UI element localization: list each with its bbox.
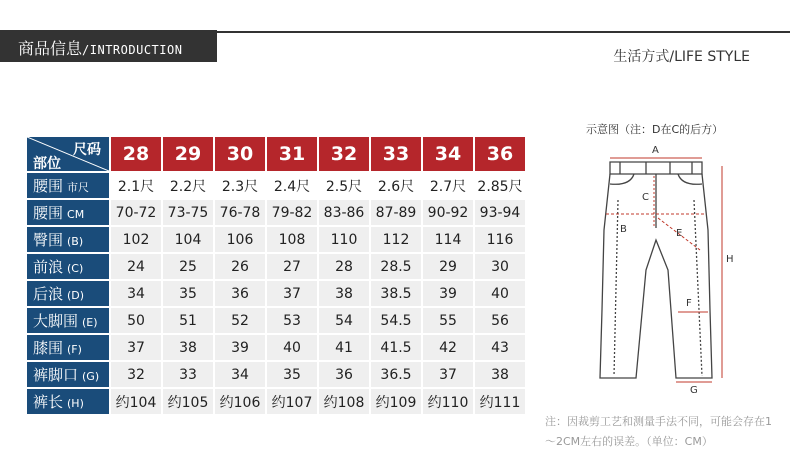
table-cell: 2.1尺 xyxy=(111,173,161,198)
table-cell: 110 xyxy=(319,227,369,252)
row-label-unit: (D) xyxy=(67,289,85,302)
table-cell: 2.7尺 xyxy=(423,173,473,198)
table-cell: 26 xyxy=(215,254,265,279)
table-cell: 55 xyxy=(423,308,473,333)
table-cell: 40 xyxy=(475,281,525,306)
table-cell: 41.5 xyxy=(371,335,421,360)
row-label xyxy=(27,227,109,252)
measure-lines xyxy=(606,158,722,382)
table-cell: 54 xyxy=(319,308,369,333)
row-label-unit: (G) xyxy=(82,370,100,383)
row-label xyxy=(27,389,109,414)
table-cell: 约111 xyxy=(475,389,525,414)
table-cell: 约106 xyxy=(215,389,265,414)
table-cell: 25 xyxy=(163,254,213,279)
pants-diagram xyxy=(590,140,740,395)
size-col-header: 32 xyxy=(319,137,369,171)
table-row xyxy=(27,362,525,387)
size-col-header: 28 xyxy=(111,137,161,171)
size-header-row xyxy=(27,137,525,171)
table-cell: 约104 xyxy=(111,389,161,414)
table-cell: 54.5 xyxy=(371,308,421,333)
table-cell: 35 xyxy=(163,281,213,306)
table-cell: 36.5 xyxy=(371,362,421,387)
measurement-note: 注：因裁剪工艺和测量手法不同，可能会存在1～2CM左右的误差。（单位：CM） xyxy=(545,415,772,448)
section-title-en: /INTRODUCTION xyxy=(82,43,183,57)
table-row xyxy=(27,200,525,225)
table-cell: 90-92 xyxy=(423,200,473,225)
size-col-header: 29 xyxy=(163,137,213,171)
size-col-header: 31 xyxy=(267,137,317,171)
row-label-main: 后浪 xyxy=(33,285,64,303)
table-cell: 53 xyxy=(267,308,317,333)
row-label-unit: CM xyxy=(67,208,85,221)
table-cell: 112 xyxy=(371,227,421,252)
row-label-unit: (F) xyxy=(67,343,82,356)
table-cell: 104 xyxy=(163,227,213,252)
table-row xyxy=(27,335,525,360)
row-label xyxy=(27,254,109,279)
header-divider xyxy=(217,31,790,33)
label-c: C xyxy=(642,192,649,203)
table-cell: 79-82 xyxy=(267,200,317,225)
size-table xyxy=(25,135,527,416)
table-cell: 37 xyxy=(423,362,473,387)
row-label-main: 裤长 xyxy=(33,393,64,411)
table-cell: 36 xyxy=(319,362,369,387)
table-cell: 2.3尺 xyxy=(215,173,265,198)
table-cell: 约109 xyxy=(371,389,421,414)
table-cell: 34 xyxy=(215,362,265,387)
table-cell: 30 xyxy=(475,254,525,279)
size-col-header: 36 xyxy=(475,137,525,171)
table-cell: 41 xyxy=(319,335,369,360)
table-cell: 70-72 xyxy=(111,200,161,225)
table-row xyxy=(27,173,525,198)
table-cell: 28 xyxy=(319,254,369,279)
row-label-unit: (H) xyxy=(67,397,84,410)
table-cell: 2.2尺 xyxy=(163,173,213,198)
table-cell: 33 xyxy=(163,362,213,387)
row-label-main: 臀围 xyxy=(33,231,64,249)
table-cell: 38 xyxy=(475,362,525,387)
table-cell: 40 xyxy=(267,335,317,360)
table-cell: 83-86 xyxy=(319,200,369,225)
table-cell: 29 xyxy=(423,254,473,279)
table-cell: 39 xyxy=(423,281,473,306)
table-cell: 37 xyxy=(267,281,317,306)
table-corner xyxy=(27,137,109,171)
table-cell: 2.4尺 xyxy=(267,173,317,198)
table-cell: 106 xyxy=(215,227,265,252)
table-cell: 73-75 xyxy=(163,200,213,225)
table-cell: 38.5 xyxy=(371,281,421,306)
table-cell: 2.85尺 xyxy=(475,173,525,198)
row-label xyxy=(27,281,109,306)
row-label xyxy=(27,200,109,225)
table-cell: 28.5 xyxy=(371,254,421,279)
table-cell: 约105 xyxy=(163,389,213,414)
table-cell: 32 xyxy=(111,362,161,387)
table-cell: 约110 xyxy=(423,389,473,414)
row-label xyxy=(27,335,109,360)
lifestyle-label: 生活方式/LIFE STYLE xyxy=(613,49,750,65)
table-row xyxy=(27,227,525,252)
row-label-main: 裤脚口 xyxy=(33,366,79,384)
table-cell: 24 xyxy=(111,254,161,279)
table-row xyxy=(27,254,525,279)
table-cell: 52 xyxy=(215,308,265,333)
table-cell: 34 xyxy=(111,281,161,306)
label-g: G xyxy=(690,385,698,395)
row-label-unit: (E) xyxy=(82,316,98,329)
table-cell: 2.6尺 xyxy=(371,173,421,198)
label-h: H xyxy=(726,254,734,265)
table-cell: 35 xyxy=(267,362,317,387)
table-cell: 42 xyxy=(423,335,473,360)
row-label xyxy=(27,362,109,387)
section-title-cn: 商品信息 xyxy=(18,39,83,58)
table-cell: 56 xyxy=(475,308,525,333)
row-label xyxy=(27,173,109,198)
row-label-unit: (B) xyxy=(67,235,84,248)
table-cell: 51 xyxy=(163,308,213,333)
row-label-main: 膝围 xyxy=(33,339,64,357)
table-cell: 102 xyxy=(111,227,161,252)
pants-pocket-left xyxy=(610,174,634,184)
table-cell: 116 xyxy=(475,227,525,252)
row-label-unit: 市尺 xyxy=(67,181,90,194)
row-label-main: 大脚围 xyxy=(33,312,79,330)
section-header xyxy=(0,30,217,62)
diagram-caption: 示意图（注：D在C的后方） xyxy=(586,123,724,136)
corner-size-label: 尺码 xyxy=(73,142,101,158)
table-cell: 约108 xyxy=(319,389,369,414)
table-cell: 43 xyxy=(475,335,525,360)
pants-waistband xyxy=(610,162,702,174)
label-e: E xyxy=(676,228,683,239)
table-row xyxy=(27,281,525,306)
table-cell: 87-89 xyxy=(371,200,421,225)
table-cell: 约107 xyxy=(267,389,317,414)
table-row xyxy=(27,389,525,414)
row-label xyxy=(27,308,109,333)
row-label-main: 前浪 xyxy=(33,258,64,276)
label-b: B xyxy=(620,224,627,235)
size-col-header: 34 xyxy=(423,137,473,171)
table-cell: 93-94 xyxy=(475,200,525,225)
table-cell: 36 xyxy=(215,281,265,306)
label-f: F xyxy=(686,298,692,309)
table-cell: 38 xyxy=(319,281,369,306)
corner-part-label: 部位 xyxy=(33,156,61,171)
table-cell: 38 xyxy=(163,335,213,360)
table-cell: 76-78 xyxy=(215,200,265,225)
table-cell: 37 xyxy=(111,335,161,360)
table-cell: 50 xyxy=(111,308,161,333)
size-col-header: 30 xyxy=(215,137,265,171)
table-cell: 108 xyxy=(267,227,317,252)
table-cell: 39 xyxy=(215,335,265,360)
row-label-main: 腰围 xyxy=(33,177,64,195)
section-title xyxy=(18,36,182,59)
label-a: A xyxy=(652,145,659,156)
size-col-header: 33 xyxy=(371,137,421,171)
table-cell: 2.5尺 xyxy=(319,173,369,198)
table-cell: 114 xyxy=(423,227,473,252)
size-table-body xyxy=(27,173,525,414)
row-label-main: 腰围 xyxy=(33,204,64,222)
table-row xyxy=(27,308,525,333)
row-label-unit: (C) xyxy=(67,262,84,275)
table-cell: 27 xyxy=(267,254,317,279)
pants-pocket-right xyxy=(678,174,702,184)
